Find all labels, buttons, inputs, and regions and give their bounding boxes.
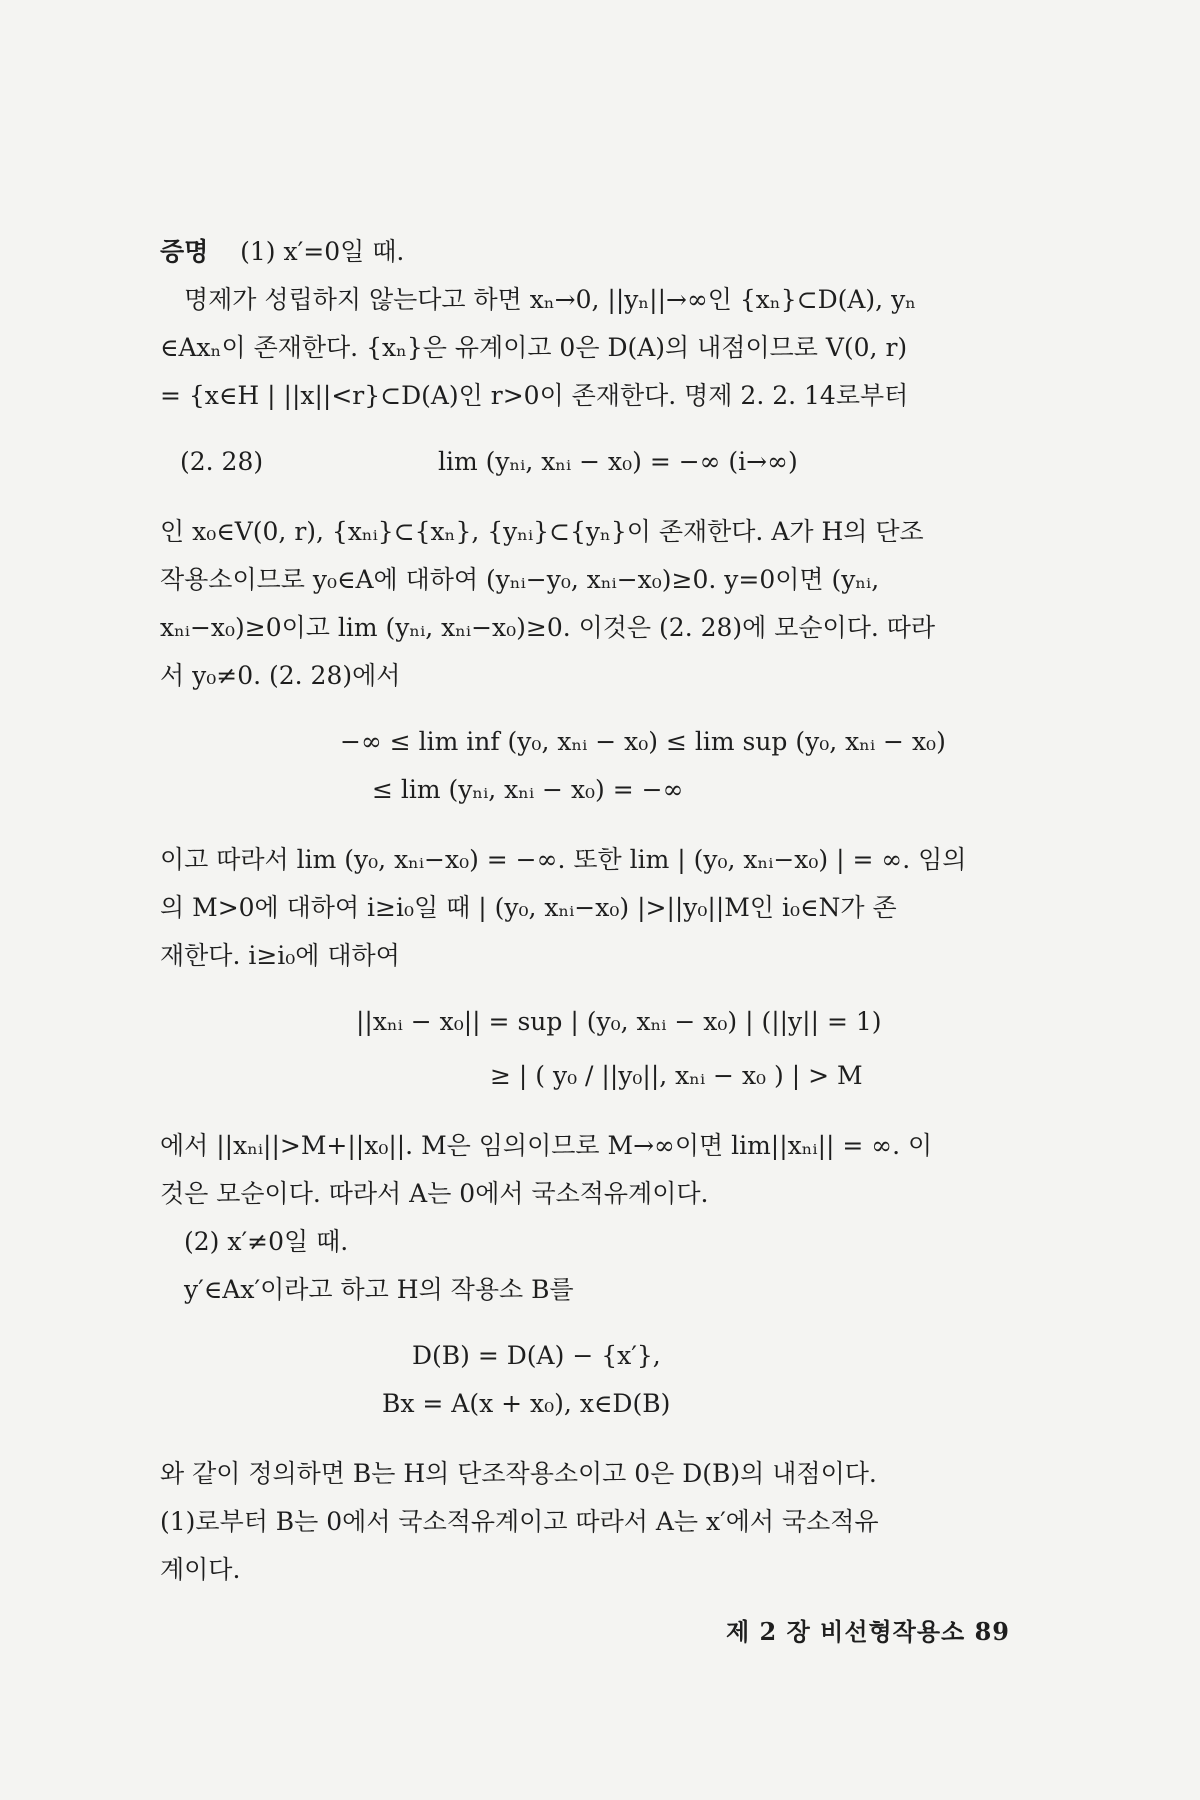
text-line: 작용소이므로 y₀∈A에 대하여 (yₙᵢ−y₀, xₙᵢ−x₀)≥0. y=0이면 (yₙᵢ, (160, 565, 880, 594)
math-line: ||xₙᵢ − x₀|| = sup | (y₀, xₙᵢ − x₀) | (||y|| = 1) (356, 1007, 882, 1036)
page-footer: 제 2 장 비선형작용소 89 (726, 1617, 1010, 1646)
equation-2-28 (160, 438, 1040, 486)
paragraph-2 (160, 508, 1040, 700)
math-line: Bx = A(x + x₀), x∈D(B) (382, 1389, 671, 1418)
text-line: 에서 ||xₙᵢ||>M+||x₀||. M은 임의이므로 M→∞이면 lim||xₙᵢ|| = ∞. 이 (160, 1131, 933, 1160)
case2-heading: (2) x′≠0일 때. (184, 1227, 349, 1256)
proof-label: 증명 (160, 237, 209, 266)
proof-body (160, 228, 1040, 1594)
equation-body: lim (yₙᵢ, xₙᵢ − x₀) = −∞ (i→∞) (437, 447, 798, 476)
math-line: −∞ ≤ lim inf (y₀, xₙᵢ − x₀) ≤ lim sup (y₀, xₙᵢ − x₀) (340, 727, 946, 756)
equation-number: (2. 28) (180, 447, 264, 476)
paragraph-6 (160, 1450, 1040, 1594)
case1-condition: (1) x′=0일 때. (240, 237, 405, 266)
text-line: 인 x₀∈V(0, r), {xₙᵢ}⊂{xₙ}, {yₙᵢ}⊂{yₙ}이 존재한다. A가 H의 단조 (160, 517, 924, 546)
math-line: ≥ | ( y₀ / ||y₀||, xₙᵢ − x₀ ) | > M (490, 1061, 863, 1090)
text-line: 것은 모순이다. 따라서 A는 0에서 국소적유계이다. (160, 1179, 709, 1208)
paragraph-1 (160, 276, 1040, 420)
text-line: y′∈Ax′이라고 하고 H의 작용소 B를 (184, 1275, 574, 1304)
text-line: 의 M>0에 대하여 i≥i₀일 때 | (y₀, xₙᵢ−x₀) |>||y₀||M인 i₀∈N가 존 (160, 893, 897, 922)
text-line: 계이다. (160, 1555, 241, 1584)
text-line: 재한다. i≥i₀에 대하여 (160, 941, 400, 970)
text-line: xₙᵢ−x₀)≥0이고 lim (yₙᵢ, xₙᵢ−x₀)≥0. 이것은 (2. 28)에 모순이다. 따라 (160, 613, 936, 642)
math-line: D(B) = D(A) − {x′}, (412, 1341, 661, 1370)
text-line: 이고 따라서 lim (y₀, xₙᵢ−x₀) = −∞. 또한 lim | (y₀, xₙᵢ−x₀) | = ∞. 임의 (160, 845, 967, 874)
text-line: 명제가 성립하지 않는다고 하면 xₙ→0, ||yₙ||→∞인 {xₙ}⊂D(A), yₙ (184, 285, 917, 314)
inequality-chain-2 (160, 998, 1040, 1100)
paragraph-3 (160, 836, 1040, 980)
text-line: 와 같이 정의하면 B는 H의 단조작용소이고 0은 D(B)의 내점이다. (160, 1459, 877, 1488)
inequality-chain-1 (160, 718, 1040, 814)
case1-heading (160, 228, 1040, 276)
text-line: = {x∈H | ||x||<r}⊂D(A)인 r>0이 존재한다. 명제 2. 2. 14로부터 (160, 381, 909, 410)
text-line: 서 y₀≠0. (2. 28)에서 (160, 661, 401, 690)
math-line: ≤ lim (yₙᵢ, xₙᵢ − x₀) = −∞ (372, 775, 684, 804)
paragraph-4 (160, 1122, 1040, 1218)
definition-block (160, 1332, 1040, 1428)
text-line: ∈Axₙ이 존재한다. {xₙ}은 유계이고 0은 D(A)의 내점이므로 V(0, r) (160, 333, 908, 362)
text-line: (1)로부터 B는 0에서 국소적유계이고 따라서 A는 x′에서 국소적유 (160, 1507, 879, 1536)
